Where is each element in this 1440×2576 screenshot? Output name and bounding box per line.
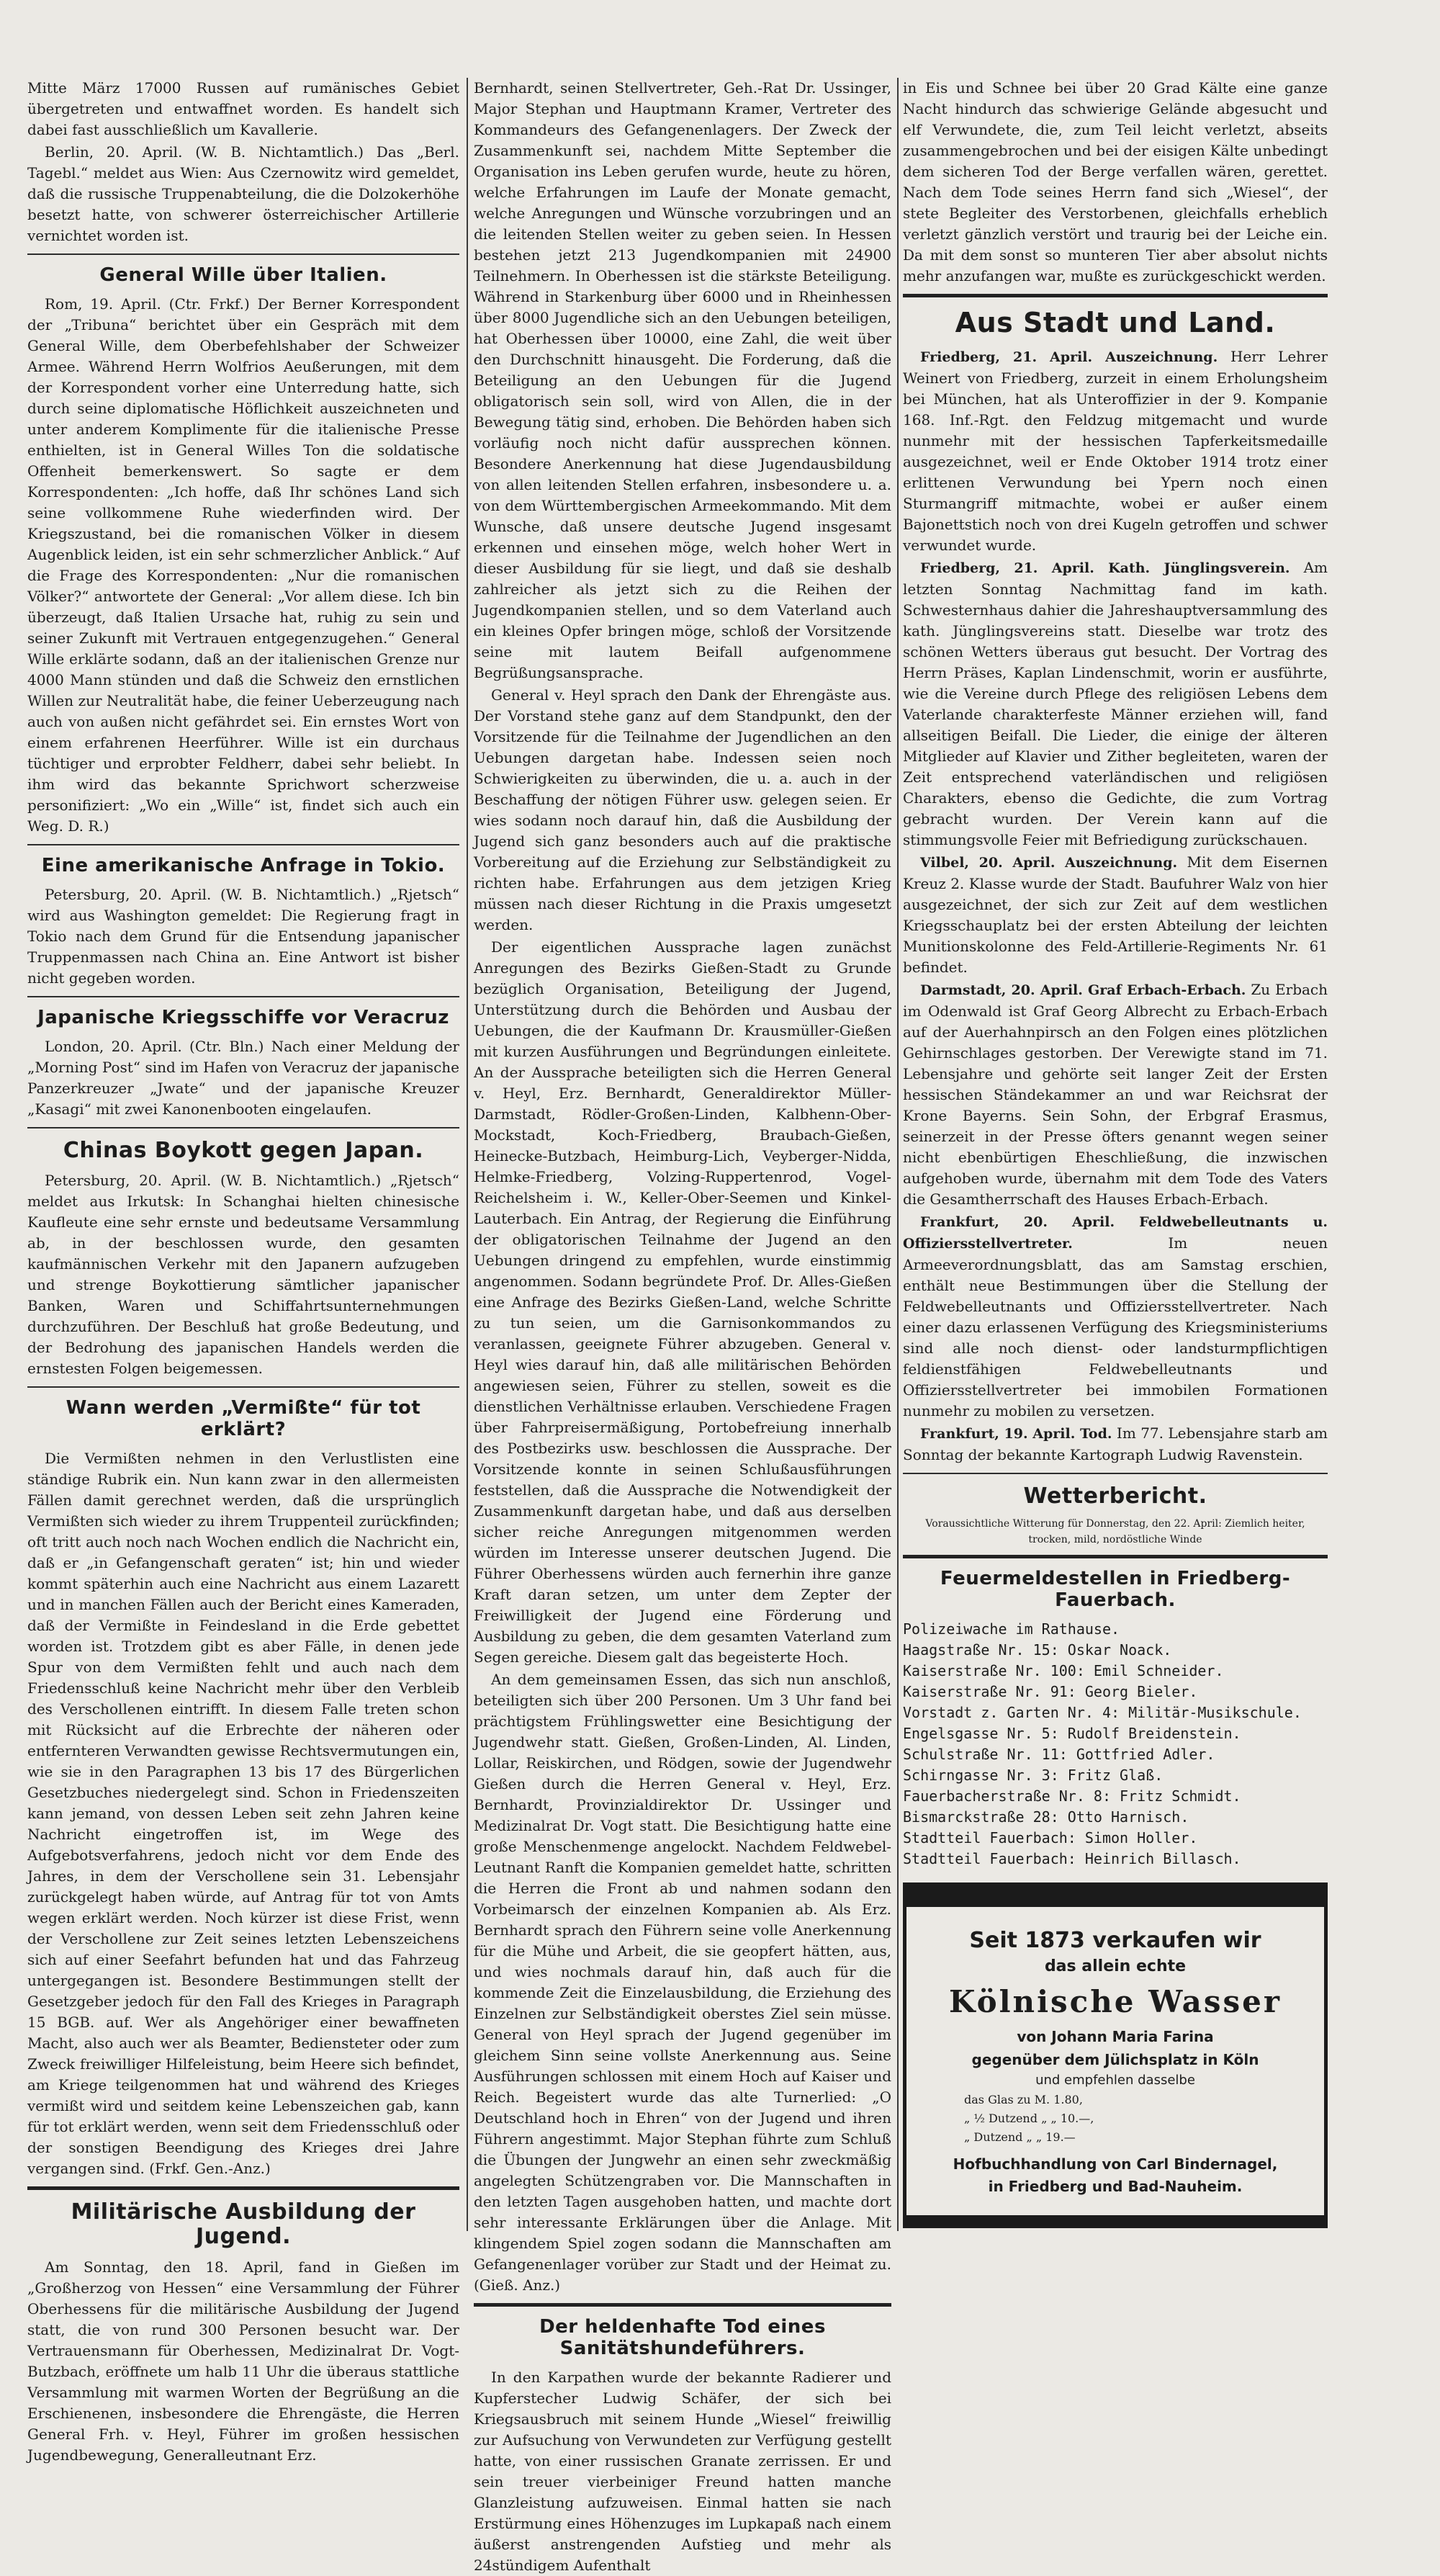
article-wille: Rom, 19. April. (Ctr. Frkf.) Der Berner Korrespondent der „Tribuna“ berichtet über ein Gespräch mit dem General Wille, dem Oberbefehlshaber der Schweizer Armee. Während Herrn Wolfrios Aeußerungen, mit dem der Korrespondent vorher eine Unterredung hatte, sich durch seine diplomatische Höflichkeit auszeichneten und unter anderem Komplimente für die italienische Presse enthielten, ist in General Willes Ton die soldatische Offenheit bemerkenswert. So sagte er dem Korrespondenten: „Ich hoffe, daß Ihr schönes Land sich seine vollkommene Ruhe wiederfinden wird. Der Kriegszustand, bei die romanischen Völker in diesem Augenblick leiden, ist ein sehr schmerzlicher Anblick.“ Auf die Frage des Korrespondenten: „Nur die romanischen Völker?“ antwortete der General: „Vor allem diese. Ich bin überzeugt, daß Italien Ursache hat, ruhig zu sein und seiner Zukunft mit Vertrauen entgegenzugehen.“ General Wille erklärte sodann, daß an der italienischen Grenze nur 4000 Mann stünden und daß die Schweiz den ernstlichen Willen zur Neutralität habe, die feiner Ueberzeugung nach auch von außen nicht gefährdet sei. Ein ernstes Wort von einem erfahrenen Heerführer. Wille ist ein durchaus tüchtiger und erprobter Feldherr, dabei sehr beliebt. In ihm wird das bekannte Sprichwort scherzweise personifiziert: „Wo ein „Wille“ ist, findet sich auch ein Weg. D. R.)	[27, 295, 459, 835]
news-text: Mit dem Eisernen Kreuz 2. Klasse wurde der Stadt. Baufuhrer Walz von hier ausgezeichnet, der sich zur Zeit auf dem westlichen Kriegsschauplatz bei der ersten Abteilung der leichten Munitionskolonne des Feld-Artillerie-Regiments Nr. 61 befindet.	[903, 853, 1328, 976]
news-text: Im neuen Armeeverordnungsblatt, das am Samstag erschien, enthält neue Bestimmungen über die Stellung der Feldwebelleutnants und Offiziersstellvertreter. Nach einer dazu erlassenen Verfügung des Kriegsministeriums sind alle noch dienst- oder landsturmpflichtigen feldienstfähigen Feldwebelleutnants und Offiziersstellvertreter bei immobilen Formationen nunmehr zu mobilen zu versetzen.	[903, 1234, 1328, 1419]
headline-tokio: Eine amerikanische Anfrage in Tokio.	[41, 854, 446, 876]
news-item	[903, 979, 1328, 1210]
article-berlin: Berlin, 20. April. (W. B. Nichtamtlich.) Das „Berl. Tagebl.“ meldet aus Wien: Aus Czernowitz wird gemeldet, daß die russische Truppenabteilung, die die Dolzokerhöhe besetzt hatte, von schwerer österreichischer Artillerie vernichtet worden ist.	[27, 143, 459, 244]
column-3	[903, 78, 1328, 2195]
headline-sanitaetshund: Der heldenhafte Tod eines Sanitätshundeführers.	[539, 2316, 826, 2359]
ad-subline: das allein echte	[1044, 1957, 1187, 1975]
fire-alarm-location: Fauerbacherstraße Nr. 8: Fritz Schmidt.	[903, 1787, 1241, 1805]
news-dateline: Friedberg, 21. April. Auszeichnung.	[920, 349, 1218, 365]
divider	[903, 1555, 1328, 1558]
article-tokio: Petersburg, 20. April. (W. B. Nichtamtlich.) „Rjetsch“ wird aus Washington gemeldet: Die Regierung fragt in Tokio nach dem Grund für die Entsendung japanischer Truppenmassen nach China an. Eine Antwort ist bisher nicht gegeben worden.	[27, 885, 459, 987]
divider	[903, 1473, 1328, 1474]
news-dateline: Friedberg, 21. April. Kath. Jünglingsverein.	[920, 560, 1290, 576]
divider	[27, 996, 459, 997]
article-sanitaetshund: In den Karpathen wurde der bekannte Radierer und Kupferstecher Ludwig Schäfer, der sich bei Kriegsausbruch mit seinem Hunde „Wiesel“ freiwillig zur Aufsuchung von Verwundeten zur Verfügung gestellt hatte, von einer russischen Granate zerrissen. Er und sein treuer vierbeiniger Freund hatten manche Glanzleistung aufzuweisen. Einmal hatten sie nach Erstürmung eines Höhenzuges im Lupkapaß nach einem äußerst anstrengenden Aufstieg und mehr als 24stündigem Aufenthalt	[474, 2368, 891, 2574]
column-1	[27, 78, 459, 2464]
news-item	[903, 852, 1328, 978]
ad-since: Seit 1873 verkaufen wir	[969, 1927, 1261, 1953]
headline-veracruz: Japanische Kriegsschiffe vor Veracruz	[37, 1006, 449, 1028]
headline-stadt-land: Aus Stadt und Land.	[955, 307, 1276, 338]
ad-place: gegenüber dem Jülichsplatz in Köln	[971, 2050, 1259, 2068]
ad-maker: von Johann Maria Farina	[1017, 2027, 1214, 2045]
article-jugend: Am Sonntag, den 18. April, fand in Gießen im „Großherzog von Hessen“ eine Versammlung der Führer Oberhessens für die militärische Ausbildung der Jugend statt, die von rund 300 Personen besucht war. Der Vertrauensmann für Oberhessen, Medizinalrat Dr. Vogt-Butzbach, eröffnete um halb 11 Uhr die überaus stattliche Versammlung mit warmen Worten der Begrüßung an die Erschienenen, insbesondere die Ehrengäste, die Herren General Frh. v. Heyl, Führer im großen hessischen Jugendbewegung, Generalleutnant Erz.	[27, 2258, 459, 2464]
article-jugend-cont-4: An dem gemeinsamen Essen, das sich nun anschloß, beteiligten sich über 200 Personen. Um 3 Uhr fand bei prächtigstem Frühlingswetter eine Besichtigung der Jugendwehr statt. Gießen, Großen-Linden, Al. Linden, Lollar, Reiskirchen, und Rödgen, sowie der Jugendwehr Gießen durch die Herren General v. Heyl, Erz. Bernhardt, Provinzialdirektor Dr. Ussinger und Medizinalrat Dr. Vogt statt. Die Besichtigung hatte eine große Menschenmenge angelockt. Nachdem Feldwebel-Leutnant Ranft die Kompanien gemeldet hatte, schritten die Herren die Front ab und nahmen sodann den Vorbeimarsch der einzelnen Kompanien ab. Als Erz. Bernhardt sprach den Führern seine volle Anerkennung für die Mühe und Arbeit, die sie geopfert hätten, aus, und wies nochmals darauf hin, daß auch für die kommende Zeit die Einzelausbildung, die Erziehung des Einzelnen zur Selbständigkeit oberstes Ziel sein müsse. General von Heyl sprach der Jugend gegenüber im gleichem Sinn seine vollste Anerkennung aus. Seine Ausführungen schlossen mit einem Hoch auf Kaiser und Reich. Begeistert wurde das alte Turnerlied: „O Deutschland hoch in Ehren“ von der Jugend und ihren Führern angestimmt. Major Stephan führte zum Schluß die Übungen der Jungwehr an einen sehr zweckmäßig angelegten Schützengraben vor. Die Mannschaften in den letzten Tagen ausgehoben hatten, und machte dort sehr interessante Erklärungen über die Anlage. Mit klingendem Spiel zogen sodann die Mannschaften am Gefangenenlager vorüber zur Stadt und der Heimat zu. (Gieß. Anz.)	[474, 1671, 891, 2294]
fire-alarm-location: Schirngasse Nr. 3: Fritz Glaß.	[903, 1766, 1164, 1784]
fire-alarm-list	[903, 1619, 1328, 1870]
article-sanitaetshund-cont: in Eis und Schnee bei über 20 Grad Kälte eine ganze Nacht hindurch das schwierige Gelände abgesucht und elf Verwundete, die, zum Teil leicht verletzt, abseits zusammengebrochen und bei der eisigen Kälte unbedingt dem sicheren Tod der Berge verfallen wären, gerettet. Nach dem Tode seines Herrn fand sich „Wiesel“, der stete Begleiter des Verstorbenen, gleichfalls erheblich verletzt gänzlich verstört und traurig bei der Leiche ein. Da mit dem sonst so munteren Tier aber absolut nichts mehr anzufangen war, mußte es zurückgeschickt werden.	[903, 79, 1328, 284]
fire-alarm-location: Schulstraße Nr. 11: Gottfried Adler.	[903, 1745, 1215, 1763]
ad-shop: Hofbuchhandlung von Carl Bindernagel,	[953, 2155, 1278, 2173]
headline-boykott: Chinas Boykott gegen Japan.	[63, 1137, 424, 1163]
fire-alarm-location: Polizeiwache im Rathause.	[903, 1620, 1120, 1638]
divider	[903, 294, 1328, 297]
divider	[474, 2303, 891, 2307]
headline-wille: General Wille über Italien.	[99, 264, 387, 286]
news-item	[903, 1211, 1328, 1422]
news-item	[903, 346, 1328, 556]
article-jugend-cont-3: Der eigentlichen Aussprache lagen zunächst Anregungen des Bezirks Gießen-Stadt zu Grunde bezüglich Organisation, Beteiligung der Jugend, Unterstützung durch die Behörden und Ausbau der Uebungen, die der Kaufmann Dr. Krausmüller-Gießen mit kurzen Ausführungen und Begründungen einleitete. An der Aussprache beteiligten sich die Herren General v. Heyl, Erz. Bernhardt, Generaldirektor Müller-Darmstadt, Rödler-Großen-Linden, Kalbhenn-Ober-Mockstadt, Koch-Friedberg, Braubach-Gießen, Heinecke-Butzbach, Heimburg-Lich, Veyberger-Nidda, Helmke-Friedberg, Volzing-Ruppertenrod, Vogel-Reichelsheim i. W., Keller-Ober-Seemen und Kinkel-Lauterbach. Ein Antrag, der Regierung die Einführung der obligatorischen Teilnahme der Jugend an den Uebungen dringend zu empfehlen, wurde einstimmig angenommen. Sodann begründete Prof. Dr. Alles-Gießen eine Anfrage des Bezirks Gießen-Land, welche Schritte zu tun seien, um die Garnisonkommandos zu veranlassen, geeignete Führer abzugeben. General v. Heyl wies darauf hin, daß alle militärischen Behörden angewiesen seien, Führer zu stellen, soweit es die dienstlichen Verhältnisse erlauben. Verschiedene Fragen über Fahrpreisermäßigung, Portobefreiung innerhalb des Postbezirks usw. beschlossen die Aussprache. Der Vorsitzende konnte in seinen Schlußausführungen feststellen, daß die Aussprache die Notwendigkeit der Zusammenkunft dargetan habe, und daß aus derselben sicher reiche Anregungen mitgenommen werden würden im Interesse unserer deutschen Jugend. Die Führer Oberhessens würden auch fernerhin ihre ganze Kraft daran setzen, um unter dem Zepter der Freiwilligkeit der Jugend eine Förderung und Ausbildung zu geben, die dem gesamten Vaterland zum Segen gereiche. Diesem galt das begeisterte Hoch.	[474, 938, 891, 1666]
column-2	[474, 78, 891, 2574]
headline-vermisste: Wann werden „Vermißte“ für tot erklärt?	[66, 1397, 421, 1441]
ad-price: „ Dutzend „ „ 19.—	[964, 2130, 1076, 2144]
article-intro: Mitte März 17000 Russen auf rumänisches Gebiet übergetreten und entwaffnet worden. Es handelt sich dabei fast ausschließlich um Kavallerie.	[27, 79, 459, 138]
divider	[27, 253, 459, 255]
news-text: Herr Lehrer Weinert von Friedberg, zurzeit in einem Erholungsheim bei München, hat als Unteroffizier in der 9. Kompanie 168. Inf.-Rgt. den Feldzug mitgemacht und wurde nunmehr mit der hessischen Tapferkeitsmedaille ausgezeichnet, weil er Ende Oktober 1914 trotz einer erlittenen Verwundung bei Ypern noch einen Sturmangriff mitmachte, wobei er außer einem Bajonettstich noch von drei Kugeln getroffen und schwer verwundet wurde.	[903, 347, 1328, 554]
ad-price: „ ½ Dutzend „ „ 10.—,	[964, 2111, 1094, 2125]
headline-jugend: Militärische Ausbildung der Jugend.	[71, 2199, 416, 2250]
fire-alarm-location: Engelsgasse Nr. 5: Rudolf Breidenstein.	[903, 1724, 1241, 1742]
headline-wetter: Wetterbericht.	[1023, 1483, 1207, 1509]
news-dateline: Frankfurt, 19. April. Tod.	[920, 1425, 1112, 1442]
ad-price: das Glas zu M. 1.80,	[964, 2092, 1083, 2106]
divider	[27, 1386, 459, 1388]
news-dateline: Vilbel, 20. April. Auszeichnung.	[920, 854, 1178, 871]
fire-alarm-location: Stadtteil Fauerbach: Heinrich Billasch.	[903, 1849, 1241, 1867]
column-rule-2	[897, 78, 899, 2231]
fire-alarm-location: Kaiserstraße Nr. 91: Georg Bieler.	[903, 1682, 1198, 1700]
fire-alarm-location: Vorstadt z. Garten Nr. 4: Militär-Musikschule.	[903, 1703, 1302, 1721]
news-text: Zu Erbach im Odenwald ist Graf Georg Albrecht zu Erbach-Erbach auf der Auerhahnpirsch an den Folgen eines plötzlichen Gehirnschlages gestorben. Der Verewigte stand im 71. Lebensjahre und gehörte seit langer Zeit der Ersten hessischen Ständekammer an und war Reichsrat der Krone Bayerns. Sein Sohn, der Erbgraf Erasmus, seinerzeit in der Presse öfters genannt wegen seiner nicht ebenbürtigen Eheschließung, die inzwischen aufgehoben wurde, übernahm mit dem Tode des Vaters die Gesamtherrschaft des Hauses Erbach-Erbach.	[903, 980, 1328, 1208]
news-dateline: Frankfurt, 20. April. Feldwebelleutnants u. Offiziersstellvertreter.	[903, 1213, 1328, 1252]
article-vermisste: Die Vermißten nehmen in den Verlustlisten eine ständige Rubrik ein. Nun kann zwar in den allermeisten Fällen damit gerechnet werden, daß die ursprünglich Vermißten sich wieder zu ihrem Truppenteil zurückfinden; oft tritt auch noch nach Wochen endlich die Nachricht ein, daß er „in Gefangenschaft geraten“ ist; hin und wieder kommt späterhin auch eine Nachricht aus einem Lazarett und in manchen Fällen auch der Bericht eines Kameraden, daß der Vermißte in Feindesland in die Erde gebettet worden ist. Trotzdem gibt es aber Fälle, in denen jede Spur von dem Vermißten fehlt und auch nach dem Friedensschluß keine Nachricht mehr über den Verbleib des Verschollenen eintrifft. In diesem Falle treten schon mit Rücksicht auf die Erbrechte der näheren oder entfernteren Verwandten gewisse Rechtsvermutungen ein, wie sie in den Paragraphen 13 bis 17 des Bürgerlichen Gesetzbuches niedergelegt sind. Schon in Friedenszeiten kann jemand, von dessen Leben seit zehn Jahren keine Nachricht eingetroffen ist, im Wege des Aufgebotsverfahrens, jedoch nicht vor dem Ende des Jahres, in dem der Verschollene sein 31. Lebensjahr zurückgelegt haben würde, auf Antrag für tot von Amts wegen erklärt werden. Noch kürzer ist diese Frist, wenn der Verschollene zur Zeit seines letzten Lebenszeichens sich auf einer Seefahrt befunden hat und das Fahrzeug untergegangen ist. Besondere Bestimmungen stellt der Gesetzgeber jedoch für den Fall des Krieges in Paragraph 15 BGB. auf. Wer als Angehöriger einer bewaffneten Macht, also auch wer als Beamter, Bediensteter oder zum Zweck freiwilliger Hilfeleistung, beim Heere sich befindet, am Kriege teilgenommen hat und während des Krieges vermißt wird und seitdem keine Lebenszeichen gab, kann für tot erklärt werden, wenn seit dem Friedensschluß oder der sonstigen Beendigung des Krieges drei Jahre vergangen sind. (Frkf. Gen.-Anz.)	[27, 1449, 459, 2177]
news-item	[903, 557, 1328, 851]
ad-shop-location: in Friedberg und Bad-Nauheim.	[988, 2177, 1243, 2195]
advertisement-koelnisch-wasser	[903, 1882, 1328, 2228]
fire-alarm-location: Stadtteil Fauerbach: Simon Holler.	[903, 1828, 1198, 1846]
ad-brand: Kölnische Wasser	[948, 1983, 1282, 2019]
news-item	[903, 1423, 1328, 1466]
article-veracruz: London, 20. April. (Ctr. Bln.) Nach einer Meldung der „Morning Post“ sind im Hafen von Veracruz der japanische Panzerkreuzer „Jwate“ und der japanische Kreuzer „Kasagi“ mit zwei Kanonenbooten eingelaufen.	[27, 1037, 459, 1118]
divider	[27, 2186, 459, 2190]
ad-recommend: und empfehlen dasselbe	[1035, 2072, 1195, 2088]
article-boykott: Petersburg, 20. April. (W. B. Nichtamtlich.) „Rjetsch“ meldet aus Irkutsk: In Schanghai hielten chinesische Kaufleute eine sehr ernste und bedeutsame Versammlung ab, in der beschlossen wurde, den gesamten kaufmännischen Verkehr mit den Japanern aufzugeben und strenge Boykottierung sämtlicher japanischer Banken, Waren und Schiffahrtsunternehmungen durchzuführen. Der Beschluß hat große Bedeutung, und der Bedrohung des japanischen Handels werden die ernstesten Folgen beigemessen.	[27, 1172, 459, 1378]
fire-alarm-location: Haagstraße Nr. 15: Oskar Noack.	[903, 1641, 1172, 1659]
fire-alarm-location: Kaiserstraße Nr. 100: Emil Schneider.	[903, 1661, 1224, 1679]
news-text: Im 77. Lebensjahre starb am Sonntag der bekannte Kartograph Ludwig Ravenstein.	[903, 1424, 1328, 1463]
column-rule-1	[467, 78, 468, 2231]
headline-feuermelder: Feuermeldestellen in Friedberg-Fauerbach.	[940, 1568, 1291, 1612]
weather-forecast: Voraussichtliche Witterung für Donnerstag, den 22. April: Ziemlich heiter, trocken, mild, nordöstliche Winde	[925, 1518, 1305, 1546]
divider	[27, 1127, 459, 1128]
divider	[27, 844, 459, 845]
news-dateline: Darmstadt, 20. April. Graf Erbach-Erbach.	[920, 982, 1246, 998]
article-jugend-cont-1: Bernhardt, seinen Stellvertreter, Geh.-Rat Dr. Ussinger, Major Stephan und Hauptmann Kramer, Vertreter des Kommandeurs des Gefangenenlagers. Der Zweck der Zusammenkunft sei, nachdem Mitte September die Organisation ins Leben gerufen wurde, heute zu hören, welche Erfahrungen im Laufe der Monate gemacht, welche Anregungen und Wünsche vorzubringen und an die leitenden Stellen weiter zu geben seien. In Hessen bestehen jetzt 213 Jugendkompanien mit 24900 Teilnehmern. In Oberhessen ist die stärkste Beteiligung. Während in Starkenburg über 6000 und in Rheinhessen über 8000 Jugendliche sich an den Uebungen beteiligen, hat Oberhessen über 10000, eine Zahl, die weit über den Durchschnitt hinausgeht. Die Forderung, daß die Beteiligung an den Uebungen für die Jugend obligatorisch sein soll, wird von Allen, die in der Bewegung tätig sind, erhoben. Die Behörden haben sich vorläufig noch nicht dafür aussprechen können. Besondere Anerkennung hat diese Jugendausbildung von allen leitenden Stellen erfahren, insbesondere u. a. von dem Württembergischen Armeekommando. Mit dem Wunsche, daß unsere deutsche Jugend insgesamt erkennen und einsehen möge, welch hoher Wert in dieser Ausbildung für sie liegt, und daß sie deshalb zahlreicher als jetzt sich zu die Reihen der Jugendkompanien stellen, und so dem Vaterland auch ein kleines Opfer bringen möge, schloß der Vorsitzende seine mit lautem Beifall aufgenommene Begrüßungsansprache.	[474, 79, 891, 681]
news-text: Am letzten Sonntag Nachmittag fand im kath. Schwesternhaus dahier die Jahreshauptversammlung des kath. Jünglingsvereins statt. Dieselbe war trotz des schönen Wetters überaus gut besucht. Der Vortrag des Herrn Präses, Kaplan Lindenschmit, worin er ausführte, wie die Vereine durch Pflege des religiösen Lebens dem Vaterlande charakterfeste Männer erziehen will, fand allseitigen Beifall. Die Lieder, die einige der älteren Mitglieder auf Klavier und Zither begleiteten, waren der Zeit entsprechend vaterländischen und religiösen Charakters, ebenso die Gedichte, die zum Vortrag gebracht wurden. Der Verein kann auf die stimmungsvolle Feier mit Befriedigung zurückschauen.	[903, 558, 1328, 848]
fire-alarm-location: Bismarckstraße 28: Otto Harnisch.	[903, 1808, 1189, 1826]
article-jugend-cont-2: General v. Heyl sprach den Dank der Ehrengäste aus. Der Vorstand stehe ganz auf dem Standpunkt, den der Vorsitzende für die Teilnahme der Jugendlichen an den Uebungen dargetan habe. Indessen seien noch Schwierigkeiten zu überwinden, die u. a. auch in der Beschaffung der nötigen Führer usw. gelegen seien. Er wies sodann noch darauf hin, daß die Ausbildung der Jugend sich ganz besonders auch auf die praktische Vorbereitung auf die Erziehung zur Selbständigkeit zu richten habe. Erfahrungen aus dem jetzigen Krieg müssen nach dieser Richtung in die Praxis umgesetzt werden.	[474, 686, 891, 933]
